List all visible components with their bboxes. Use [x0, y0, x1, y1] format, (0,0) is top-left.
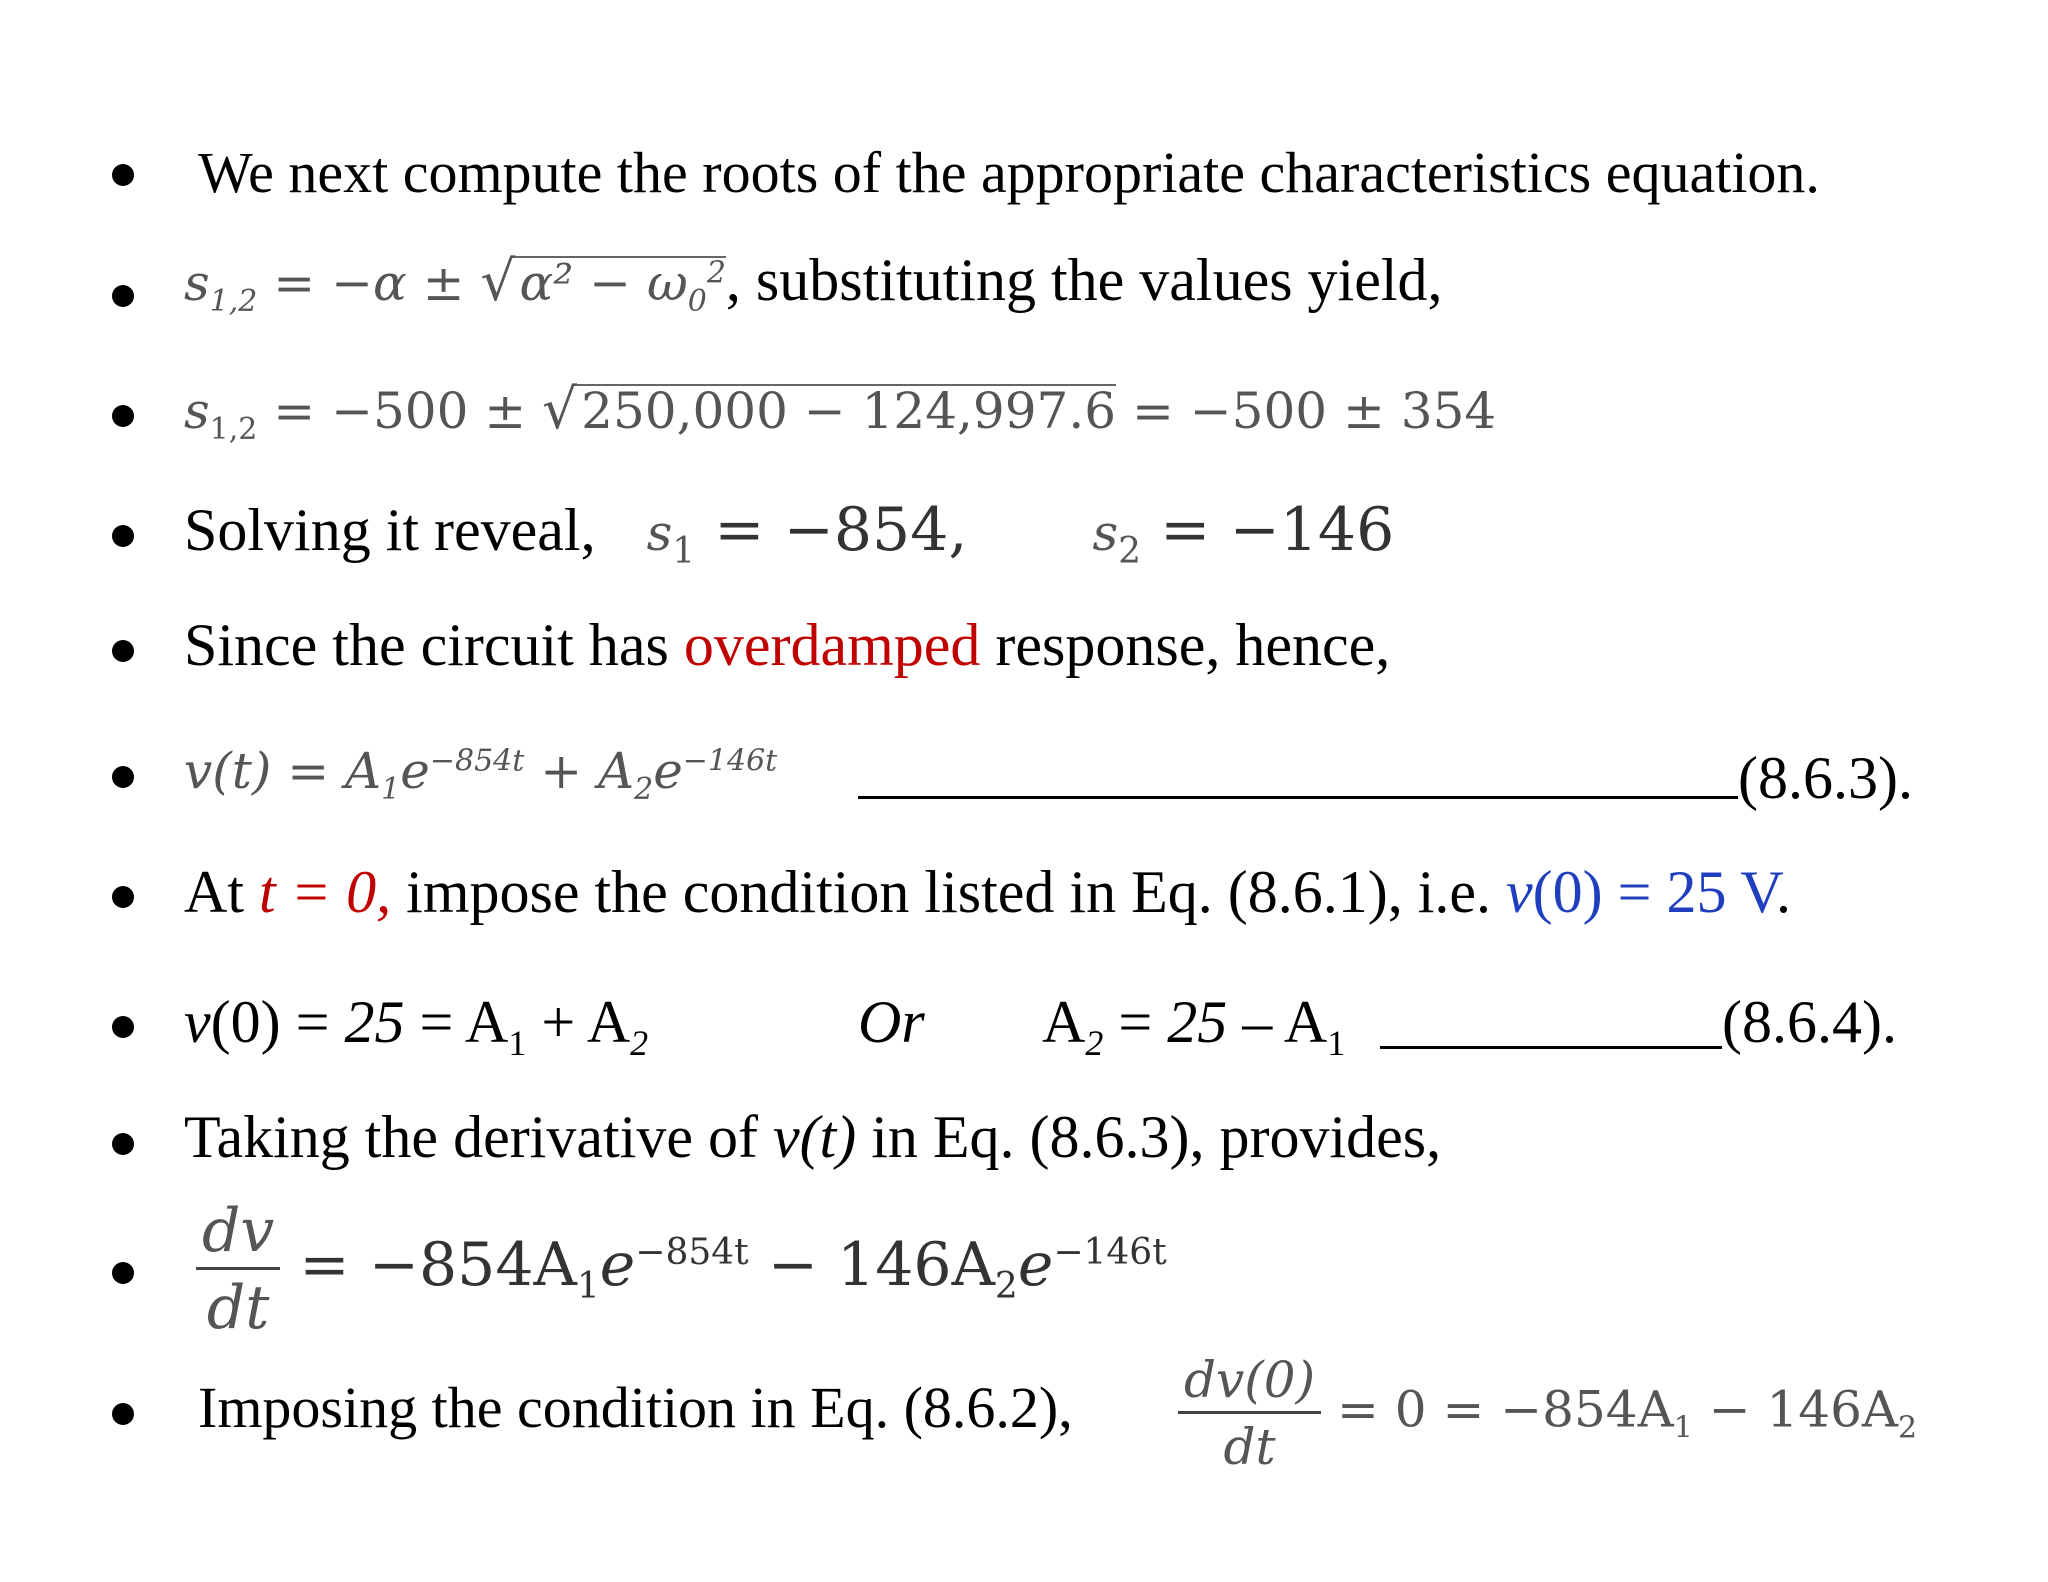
bullet-row-5 — [0, 585, 2048, 705]
formula-s2: $s_2 = -146$ — [1092, 495, 1395, 572]
formula-a2: $A_2 = 25 - A_1$ — [1042, 989, 1346, 1063]
initial-voltage: v(0) = 25 V — [1506, 859, 1776, 925]
line-text: Imposing the condition in Eq. (8.6.2), — [198, 1375, 1073, 1440]
bullet-dot — [112, 640, 134, 662]
formula-s1: $s_1 = -854$, — [646, 495, 968, 572]
bullet-dot — [112, 766, 134, 788]
bullet-row-1 — [0, 110, 2048, 230]
bullet-dot — [112, 525, 134, 547]
line-text: , substituting the values yield, — [725, 247, 1443, 313]
line-content: $v(0) = 25 = A_1 + A_2$ — [184, 989, 649, 1063]
bullet-row-2 — [0, 230, 2048, 350]
bullet-dot — [112, 405, 134, 427]
bullet-dot — [112, 1016, 134, 1038]
bullet-row-6 — [0, 710, 2048, 830]
bullet-dot — [112, 285, 134, 307]
bullet-dot — [112, 164, 134, 186]
formula-derivative-zero: $\frac{dv(0)}{dt}$ = $0 = -854A_1 - 146A_2$ — [1178, 1355, 1917, 1472]
line-content: At t = 0, impose the condition listed in Eq. (8.6.1), i.e. v(0) = 25 V. — [184, 859, 1791, 925]
formula-roots-general: $s_{1,2} = -\alpha \pm √\alpha^2 - \omega_0^2$ — [184, 249, 726, 319]
bullet-row-7 — [0, 830, 2048, 950]
formula-derivative: $\frac{dv}{dt}$ = $-854A_1e^{-854t} - 146A_2e^{-146t}$ — [196, 1201, 1167, 1338]
line-content — [184, 495, 1395, 572]
line-content: Taking the derivative of v(t) in Eq. (8.6.3), provides, — [184, 1104, 1442, 1170]
bullet-dot — [112, 1403, 134, 1425]
formula-v-t: $v(t) = A_1e^{-854t} + A_2e^{-146t}$ — [184, 742, 778, 807]
line-content: Since the circuit has overdamped response, hence, — [184, 612, 1391, 678]
or-word: Or — [858, 989, 925, 1055]
time-condition: t = 0, — [259, 859, 392, 925]
equation-label: (8.6.3). — [1738, 745, 1913, 811]
bullet-row-10 — [0, 1195, 2048, 1355]
equation-label: (8.6.4). — [1722, 989, 1897, 1055]
line-text: We next compute the roots of the appropriate characteristics equation. — [198, 140, 1820, 205]
formula-roots-substituted: $s_{1,2} = -500 \pm √250,000 - 124,997.6 = -500 \pm 354$ — [184, 377, 1497, 447]
equation-fill-line — [1380, 1046, 1722, 1049]
bullet-row-4 — [0, 470, 2048, 590]
line-content — [184, 247, 1443, 319]
line-text: Solving it reveal, — [184, 497, 596, 563]
bullet-dot — [112, 886, 134, 908]
overdamped-highlight: overdamped — [683, 612, 981, 678]
equation-fill-line — [858, 796, 1738, 799]
bullet-dot — [112, 1262, 134, 1284]
bullet-row-11 — [0, 1351, 2048, 1515]
line-content — [184, 738, 777, 805]
bullet-row-9 — [0, 1075, 2048, 1195]
bullet-dot — [112, 1133, 134, 1155]
bullet-row-3 — [0, 350, 2048, 470]
bullet-row-8 — [0, 960, 2048, 1080]
